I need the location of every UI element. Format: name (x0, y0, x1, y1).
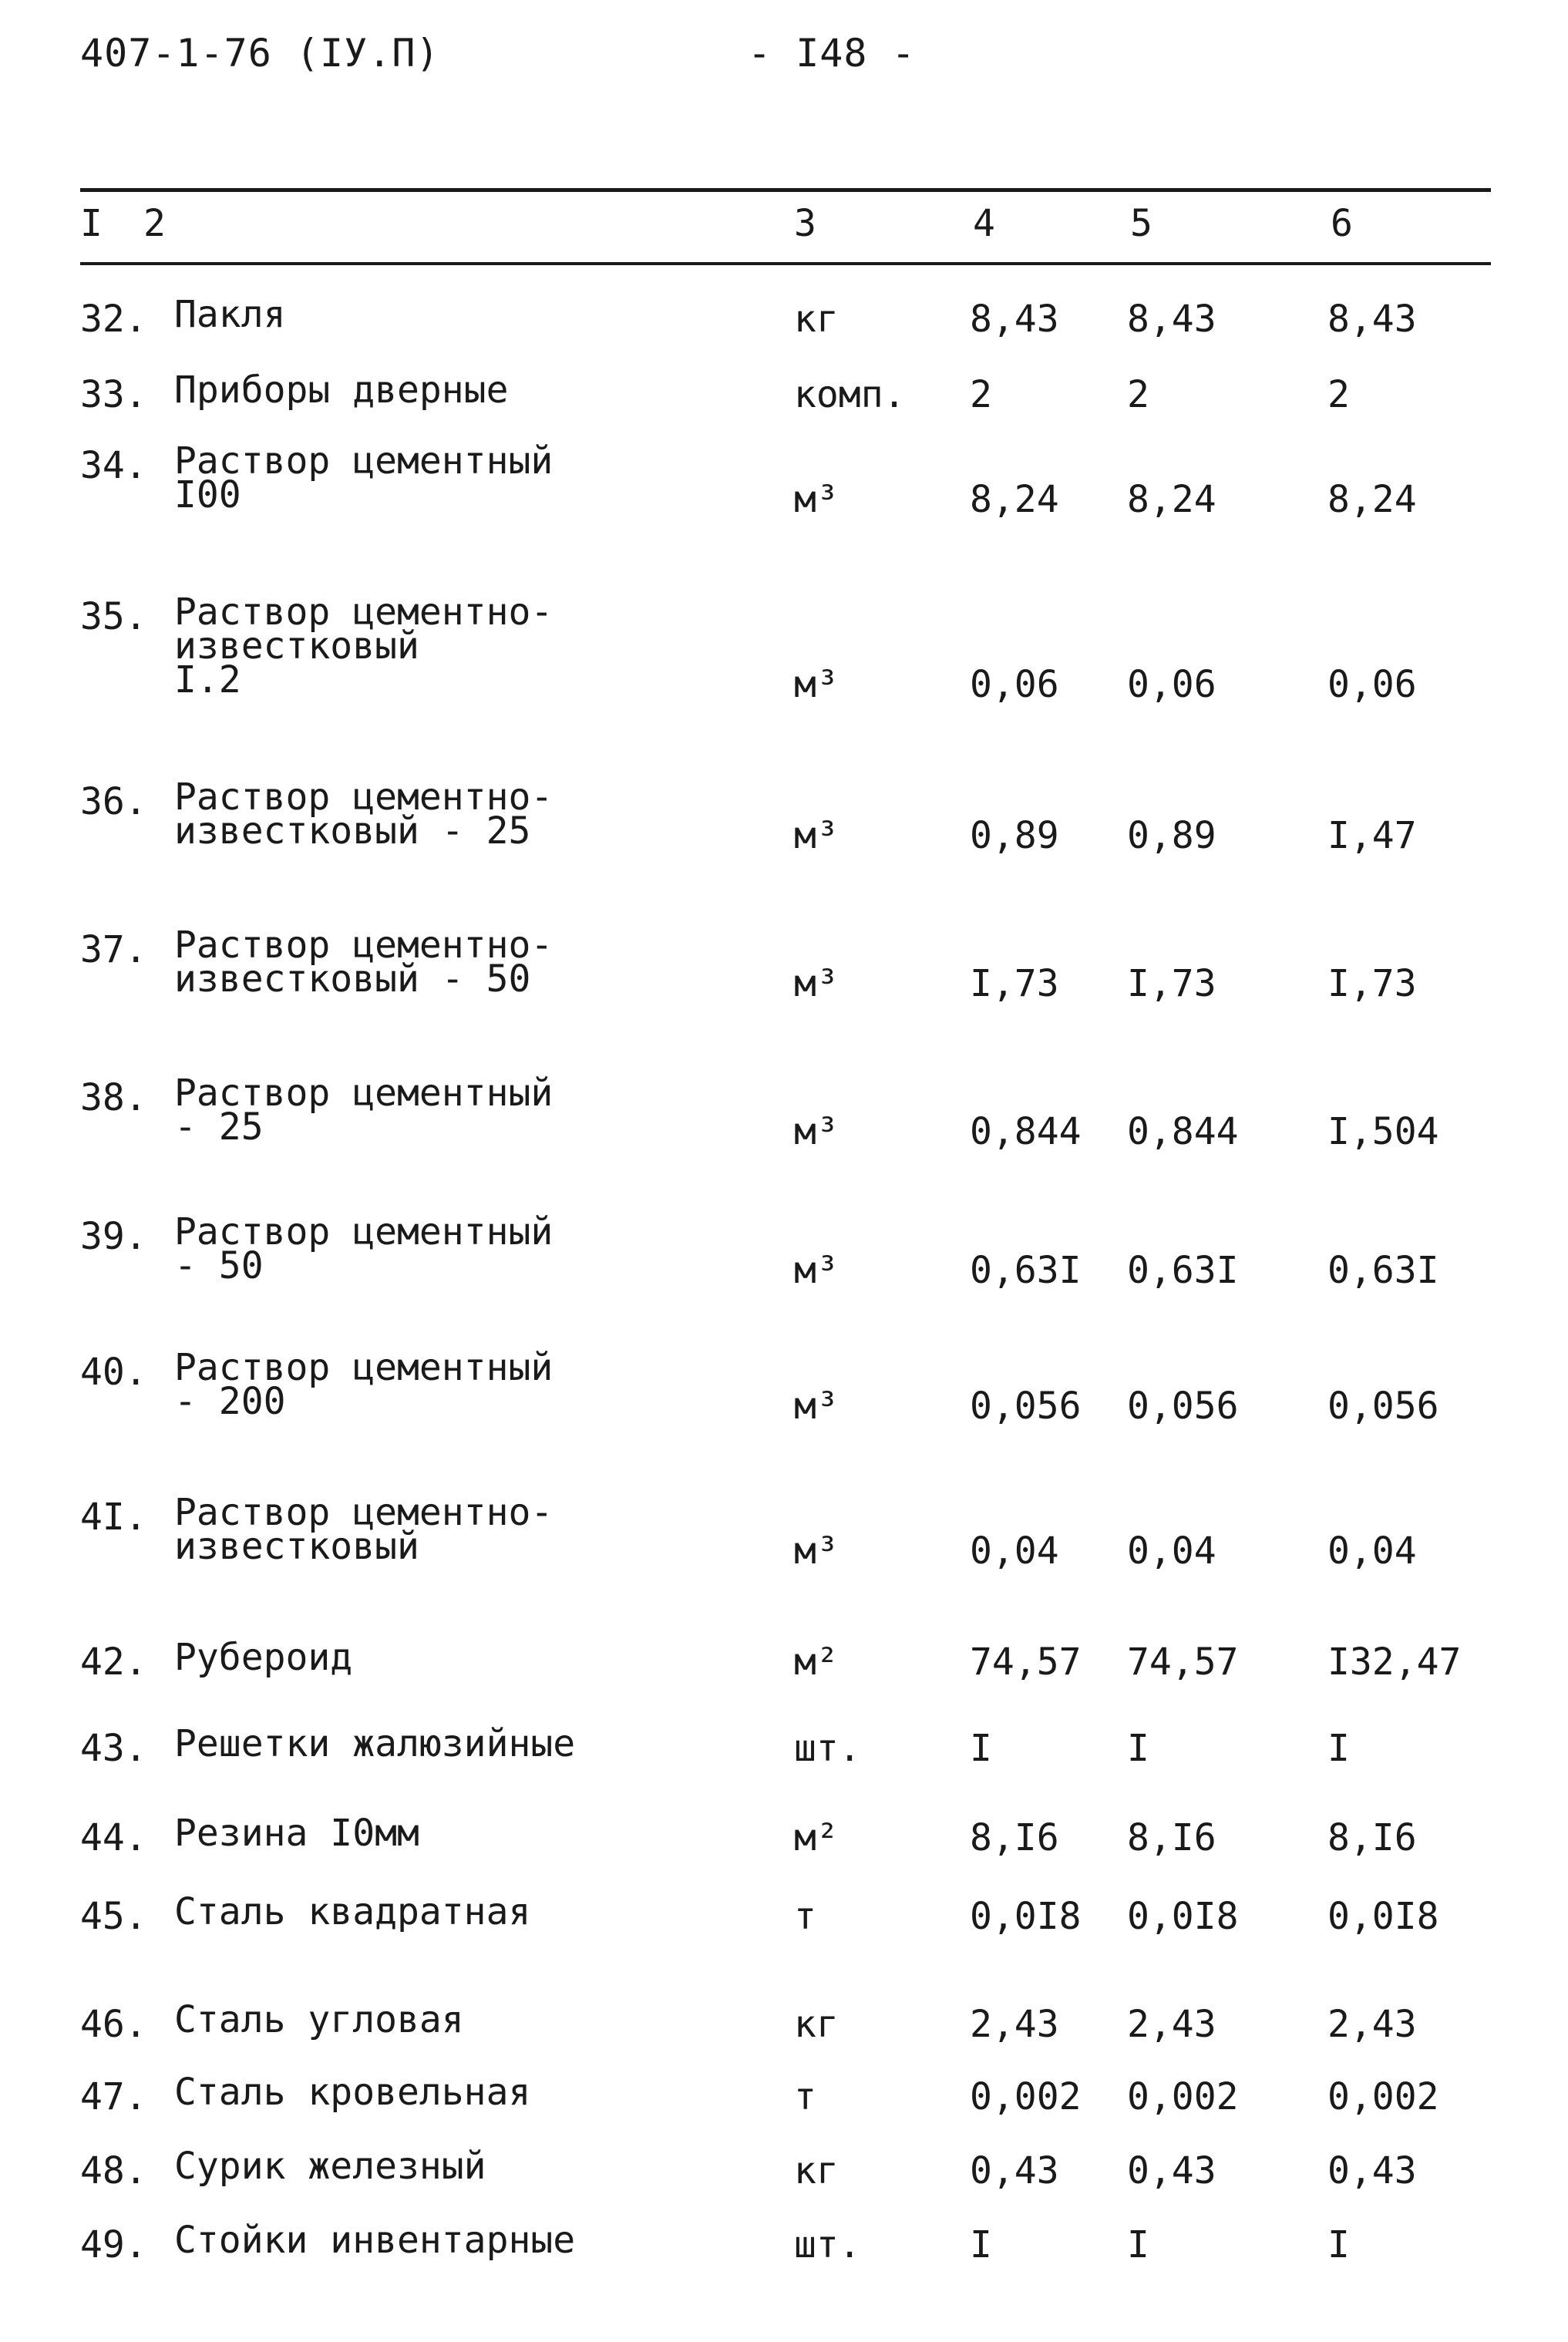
quantity-col-4: I,73 (970, 962, 1059, 1005)
unit-of-measure: м² (794, 1816, 839, 1859)
unit-of-measure: кг (794, 298, 839, 341)
quantity-col-6: 2,43 (1327, 2003, 1417, 2046)
quantity-col-6: 8,43 (1327, 298, 1417, 341)
material-name-line: Раствор цементно- (174, 776, 554, 819)
quantity-col-6: I32,47 (1327, 1640, 1462, 1684)
material-name-line: известковый - 25 (174, 809, 531, 853)
material-name-line: Раствор цементный (174, 1346, 554, 1389)
quantity-col-6: 0,63I (1327, 1249, 1439, 1292)
column-header-4: 4 (973, 202, 995, 245)
material-name-line: Решетки жалюзийные (174, 1722, 576, 1765)
quantity-col-4: 0,844 (970, 1110, 1082, 1153)
quantity-col-6: 0,06 (1327, 663, 1417, 706)
quantity-col-6: I,73 (1327, 962, 1417, 1005)
material-name (174, 1346, 554, 1423)
page-number: - I48 - (748, 31, 916, 76)
material-name-line: Раствор цементный (174, 1072, 554, 1115)
unit-of-measure: м³ (794, 663, 839, 706)
row-number: 38. (80, 1076, 147, 1119)
material-name-line: Раствор цементный (174, 1210, 554, 1253)
row-number: 43. (80, 1727, 147, 1770)
unit-of-measure: м² (794, 1640, 839, 1684)
unit-of-measure: м³ (794, 962, 839, 1005)
quantity-col-4: I (970, 2223, 992, 2266)
unit-of-measure: м³ (794, 814, 839, 857)
quantity-col-5: 0,0I8 (1127, 1895, 1239, 1938)
material-name-line: - 50 (174, 1244, 264, 1287)
material-name-line: Рубероид (174, 1636, 353, 1679)
quantity-col-4: 74,57 (970, 1640, 1082, 1684)
material-name-line: Раствор цементно- (174, 1491, 554, 1534)
material-name-line: известковый - 50 (174, 957, 531, 1001)
material-name (174, 1491, 554, 1568)
quantity-col-6: 8,24 (1327, 478, 1417, 521)
row-number: 45. (80, 1895, 147, 1938)
unit-of-measure: м³ (794, 1529, 839, 1573)
quantity-col-5: I,73 (1127, 962, 1216, 1005)
quantity-col-4: 8,43 (970, 298, 1059, 341)
unit-of-measure: шт. (794, 2223, 861, 2266)
material-name-line: Сталь кровельная (174, 2071, 531, 2114)
material-name-line: Раствор цементно- (174, 591, 554, 634)
material-name-line: известковый (174, 1525, 419, 1568)
material-name (174, 1636, 353, 1679)
quantity-col-6: 0,0I8 (1327, 1895, 1439, 1938)
quantity-col-6: 0,43 (1327, 2149, 1417, 2192)
quantity-col-6: 0,056 (1327, 1385, 1439, 1428)
material-name-line: Резина I0мм (174, 1812, 419, 1855)
quantity-col-6: 0,002 (1327, 2075, 1439, 2118)
quantity-col-4: 0,89 (970, 814, 1059, 857)
material-name (174, 368, 509, 412)
material-name-line: - 25 (174, 1105, 264, 1149)
quantity-col-5: 8,I6 (1127, 1816, 1216, 1859)
row-number: 40. (80, 1351, 147, 1394)
quantity-col-5: 0,63I (1127, 1249, 1239, 1292)
quantity-col-5: 8,43 (1127, 298, 1216, 341)
material-name-line: известковый (174, 624, 419, 668)
row-number: 47. (80, 2075, 147, 2118)
material-name-line: Сталь угловая (174, 1998, 464, 2041)
quantity-col-5: I (1127, 1727, 1149, 1770)
unit-of-measure: м³ (794, 1110, 839, 1153)
material-name (174, 924, 554, 1001)
unit-of-measure: м³ (794, 478, 839, 521)
row-number: 32. (80, 298, 147, 341)
material-name-line: I.2 (174, 658, 241, 702)
material-name-line: Стойки инвентарные (174, 2219, 576, 2262)
row-number: 49. (80, 2223, 147, 2266)
unit-of-measure: м³ (794, 1249, 839, 1292)
quantity-col-6: 2 (1327, 373, 1350, 416)
unit-of-measure: кг (794, 2003, 839, 2046)
row-number: 4I. (80, 1496, 147, 1539)
material-name-line: I00 (174, 473, 241, 517)
quantity-col-4: 0,0I8 (970, 1895, 1082, 1938)
unit-of-measure: т (794, 2075, 816, 2118)
row-number: 39. (80, 1215, 147, 1258)
unit-of-measure: кг (794, 2149, 839, 2192)
quantity-col-5: 0,43 (1127, 2149, 1216, 2192)
unit-of-measure: т (794, 1895, 816, 1938)
material-name (174, 1072, 554, 1149)
material-name (174, 1210, 554, 1287)
quantity-col-6: 8,I6 (1327, 1816, 1417, 1859)
quantity-col-4: 8,24 (970, 478, 1059, 521)
quantity-col-4: I (970, 1727, 992, 1770)
material-name-line: Пакля (174, 293, 286, 336)
quantity-col-4: 2,43 (970, 2003, 1059, 2046)
material-name (174, 2071, 531, 2114)
quantity-col-4: 2 (970, 373, 992, 416)
quantity-col-4: 0,06 (970, 663, 1059, 706)
row-number: 42. (80, 1640, 147, 1684)
quantity-col-5: 74,57 (1127, 1640, 1239, 1684)
row-number: 48. (80, 2149, 147, 2192)
material-name-line: Сурик железный (174, 2145, 486, 2188)
material-name (174, 776, 554, 853)
material-name-line: Раствор цементно- (174, 924, 554, 967)
quantity-col-5: 0,056 (1127, 1385, 1239, 1428)
quantity-col-5: 0,04 (1127, 1529, 1216, 1573)
row-number: 34. (80, 444, 147, 487)
material-name-line: Раствор цементный (174, 439, 554, 483)
material-name (174, 2145, 486, 2188)
row-number: 37. (80, 928, 147, 971)
column-header-6: 6 (1331, 202, 1353, 245)
quantity-col-4: 0,43 (970, 2149, 1059, 2192)
material-name-line: Сталь квадратная (174, 1890, 531, 1933)
quantity-col-4: 0,056 (970, 1385, 1082, 1428)
material-name-line: - 200 (174, 1380, 286, 1423)
quantity-col-6: I (1327, 1727, 1350, 1770)
quantity-col-4: 0,04 (970, 1529, 1059, 1573)
material-name (174, 293, 286, 336)
row-number: 33. (80, 373, 147, 416)
quantity-col-6: I,504 (1327, 1110, 1439, 1153)
unit-of-measure: комп. (794, 373, 906, 416)
material-name (174, 2219, 576, 2262)
material-name (174, 591, 554, 702)
quantity-col-6: I,47 (1327, 814, 1417, 857)
unit-of-measure: м³ (794, 1385, 839, 1428)
row-number: 44. (80, 1816, 147, 1859)
table-top-rule (80, 188, 1491, 192)
row-number: 36. (80, 780, 147, 823)
quantity-col-5: 0,89 (1127, 814, 1216, 857)
quantity-col-5: 0,002 (1127, 2075, 1239, 2118)
quantity-col-5: I (1127, 2223, 1149, 2266)
material-name (174, 1722, 576, 1765)
quantity-col-5: 0,844 (1127, 1110, 1239, 1153)
material-name (174, 439, 554, 517)
document-code: 407-1-76 (IУ.П) (80, 31, 440, 76)
column-header-1: I (80, 202, 103, 245)
column-header-3: 3 (794, 202, 816, 245)
header-bottom-rule (80, 262, 1491, 265)
quantity-col-4: 0,002 (970, 2075, 1082, 2118)
material-name (174, 1812, 419, 1855)
unit-of-measure: шт. (794, 1727, 861, 1770)
quantity-col-6: 0,04 (1327, 1529, 1417, 1573)
quantity-col-4: 0,63I (970, 1249, 1082, 1292)
material-name-line: Приборы дверные (174, 368, 509, 412)
quantity-col-4: 8,I6 (970, 1816, 1059, 1859)
quantity-col-5: 8,24 (1127, 478, 1216, 521)
row-number: 46. (80, 2003, 147, 2046)
column-header-5: 5 (1130, 202, 1152, 245)
material-name (174, 1998, 464, 2041)
quantity-col-5: 2,43 (1127, 2003, 1216, 2046)
material-name (174, 1890, 531, 1933)
quantity-col-5: 0,06 (1127, 663, 1216, 706)
quantity-col-6: I (1327, 2223, 1350, 2266)
column-header-2: 2 (143, 202, 166, 245)
quantity-col-5: 2 (1127, 373, 1149, 416)
row-number: 35. (80, 595, 147, 638)
